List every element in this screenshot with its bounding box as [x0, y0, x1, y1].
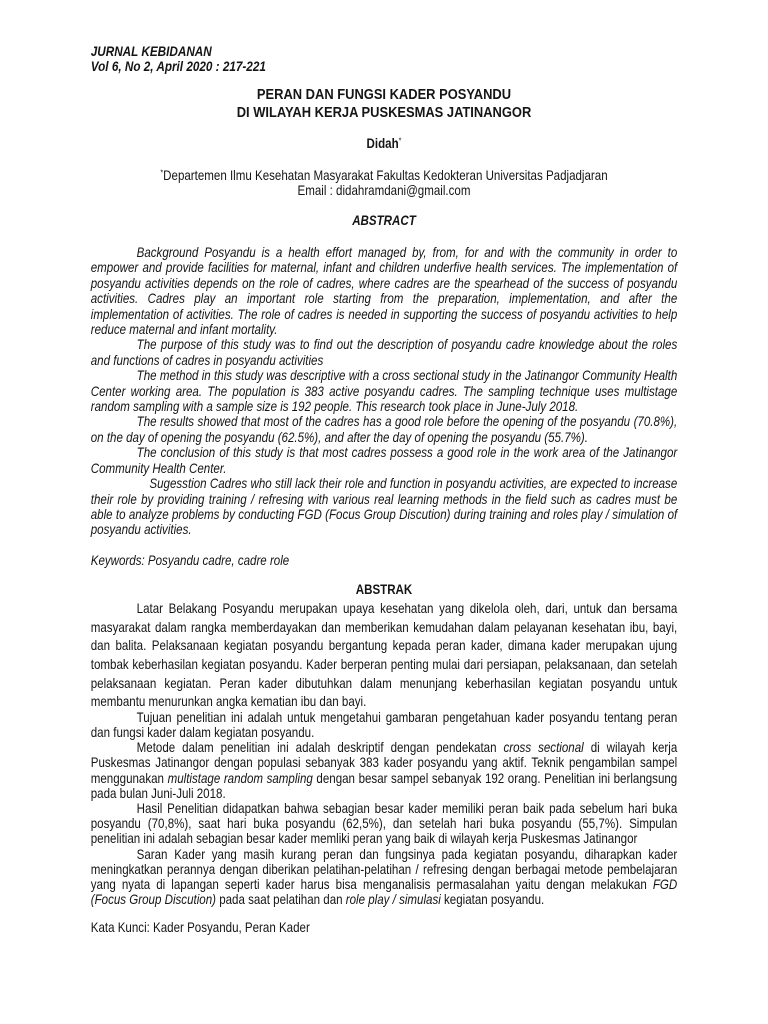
abstract-paragraph-method: The method in this study was descriptive with a cross sectional study in the Jatinangor Community Health Center working area. The population is 383 active posyandu cadres. The sampling technique uses multistage random sampling with a sample size is 192 people. This research took place in June-July 2018.	[90, 368, 678, 415]
abstract-paragraph-suggestion: Sugesstion Cadres who still lack their role and function in posyandu activities, are expected to increase their role by providing training / refresing with various real learning methods in the field such as cadres must be able to analyze problems by conducting FGD (Focus Group Discution) during training and roles play / simulation of posyandu activities.	[90, 476, 678, 538]
affiliation-institution-line	[91, 168, 678, 183]
paragraph-text: Saran Kader yang masih kurang peran dan fungsinya pada kegiatan posyandu, diharapkan kader meningkatkan perannya dengan diberikan pelatihan-pelatihan / refresing dengan berbagai metode pembelajaran yang nyata di lapangan seperti kader harus bisa menganalisis permasalahan yaitu dengan melakukan	[90, 846, 678, 892]
affiliation-institution: Departemen Ilmu Kesehatan Masyarakat Fakultas Kedokteran Universitas Padjadjaran	[163, 168, 608, 183]
journal-header	[91, 44, 678, 74]
abstrak-paragraph-latar-belakang	[91, 600, 678, 712]
italic-term: role play / simulasi	[345, 892, 441, 908]
abstract-paragraph-purpose: The purpose of this study was to find out the description of posyandu cadre knowledge about the roles and functions of cadres in posyandu activities	[90, 337, 678, 368]
affiliation-email: Email : didahramdani@gmail.com	[297, 183, 471, 198]
author-affiliation-mark: *	[398, 135, 402, 146]
paragraph-text: dengan besar sampel sebanyak 192 orang. Penelitian ini berlangsung pada bulan Juni-Juli 2018.	[90, 770, 678, 801]
italic-term: FGD (Focus Group Discution)	[90, 876, 678, 908]
document-page	[91, 0, 678, 936]
article-title-line-1: PERAN DAN FUNGSI KADER POSYANDU	[256, 86, 512, 103]
paragraph-text: pada saat pelatihan dan	[215, 892, 346, 908]
abstract-indonesian	[91, 600, 678, 907]
author-name: Didah	[366, 136, 399, 151]
abstrak-paragraph-metode	[91, 740, 678, 801]
abstrak-paragraph-tujuan	[91, 710, 678, 740]
abstrak-paragraph-saran	[91, 847, 678, 908]
abstract-paragraph-background: Background Posyandu is a health effort managed by, from, for and with the community in order to empower and provide facilities for maternal, infant and children underfive health services. The implementation of posyandu activities depends on the role of cadres, where cadres are the spearhead of the success of posyandu activities. Cadres play an important role starting from the preparation, implementation, and after the implementation of activities. The role of cadres is needed in supporting the success of posyandu activities to help reduce maternal and infant mortality.	[90, 245, 678, 338]
paragraph-text: di wilayah kerja Puskesmas Jatinangor dengan populasi sebanyak 383 kader posyandu yang aktif. Teknik pengambilan sampel menggunakan	[90, 740, 678, 786]
paragraph-text: Tujuan penelitian ini adalah untuk mengetahui gambaran pengetahuan kader posyandu tentang peran dan fungsi kader dalam kegiatan posyandu.	[90, 709, 678, 740]
paragraph-text: kegiatan posyandu.	[440, 892, 545, 908]
abstract-paragraph-results: The results showed that most of the cadres has a good role before the opening of the posyandu (70.8%), on the day of opening the posyandu (62.5%), and after the day of opening the posyandu (55.7%).	[90, 414, 678, 445]
abstrak-paragraph-hasil	[91, 801, 678, 847]
journal-issue: Vol 6, No 2, April 2020 : 217-221	[90, 59, 266, 74]
author-line	[91, 136, 678, 152]
paragraph-text: Latar Belakang Posyandu merupakan upaya kesehatan yang dikelola oleh, dari, untuk dan bersama masyarakat dalam rangka memberdayakan dan memberikan kemudahan dalam pelayanan kesehatan ibu, bayi, dan balita. Pelaksanaan kegiatan posyandu bergantung kepada peran kader, dimana kader merupakan ujung tombak keberhasilan kegiatan posyandu. Kader berperan penting mulai dari persiapan, pelaksanaan, dan setelah pelaksanaan kegiatan. Peran kader dibutuhkan dalam menunjang keberhasilan kegiatan posyandu untuk membantu menurunkan angka kematian ibu dan bayi.	[90, 601, 678, 710]
abstrak-heading: ABSTRAK	[355, 582, 413, 598]
italic-term: multistage random sampling	[167, 770, 313, 786]
affiliation-block	[91, 168, 678, 198]
paragraph-text: Hasil Penelitian didapatkan bahwa sebagian besar kader memiliki peran baik pada sebelum hari buka posyandu (70,8%), saat hari buka posyandu (62,5%), dan setelah hari buka posyandu (55,7%). Simpulan penelitian ini adalah sebagian besar kader memliki peran yang baik di wilayah kerja Puskesmas Jatinangor	[90, 800, 678, 847]
keywords: Keywords: Posyandu cadre, cadre role	[90, 552, 290, 568]
italic-term: cross sectional	[503, 740, 584, 756]
abstract-paragraph-conclusion: The conclusion of this study is that most cadres possess a good role in the work area of the Jatinangor Community Health Center.	[90, 445, 678, 476]
kata-kunci: Kata Kunci: Kader Posyandu, Peran Kader	[90, 920, 310, 936]
article-title	[91, 86, 678, 122]
journal-name: JURNAL KEBIDANAN	[90, 44, 212, 59]
affiliation-mark: *	[160, 167, 164, 178]
abstract-heading: ABSTRACT	[352, 213, 416, 228]
article-title-line-2: DI WILAYAH KERJA PUSKESMAS JATINANGOR	[236, 104, 532, 121]
abstract-english	[91, 245, 678, 538]
paragraph-text: Metode dalam penelitian ini adalah deskriptif dengan pendekatan	[136, 740, 504, 756]
